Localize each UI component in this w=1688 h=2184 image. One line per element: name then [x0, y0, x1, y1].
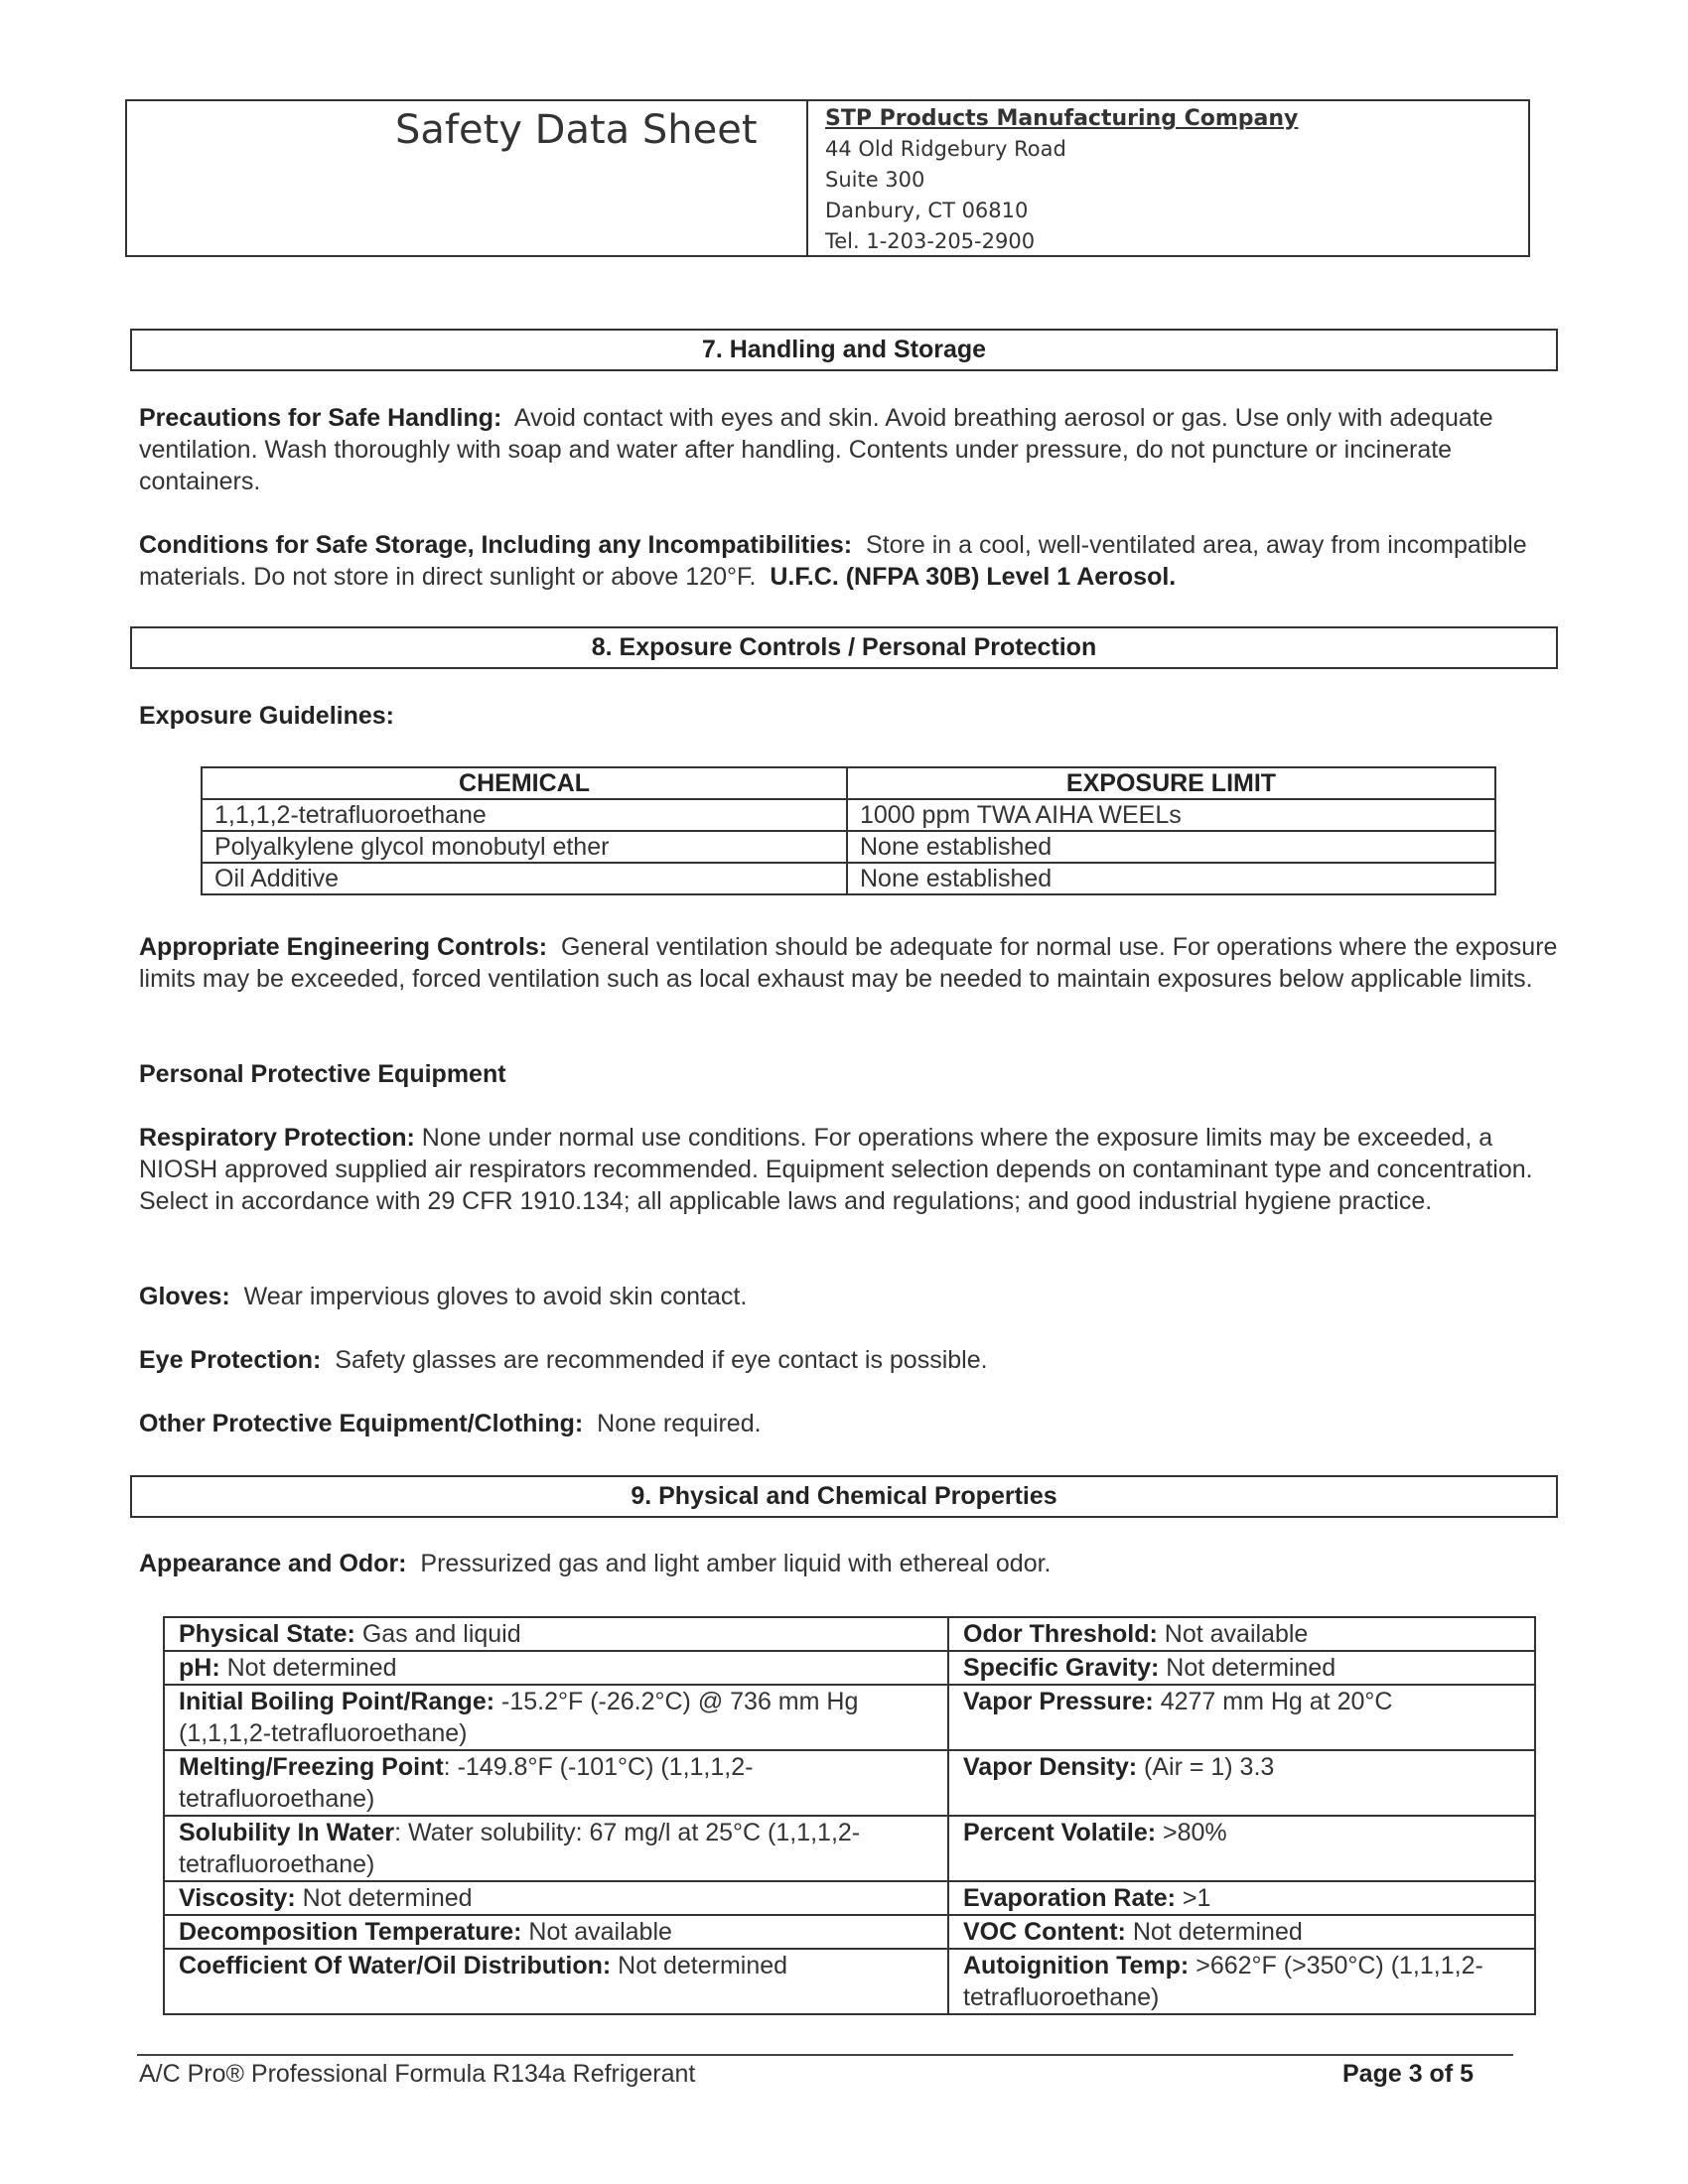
- footer-product-name: A/C Pro® Professional Formula R134a Refrigerant: [139, 2060, 696, 2088]
- property-cell: [948, 1617, 1535, 1651]
- table-row: [164, 1750, 1535, 1816]
- storage-classification: U.F.C. (NFPA 30B) Level 1 Aerosol.: [770, 563, 1177, 591]
- property-label: VOC Content:: [963, 1918, 1126, 1946]
- table-row: [164, 1881, 1535, 1915]
- table-row: [202, 831, 1495, 863]
- property-label: Percent Volatile:: [963, 1819, 1157, 1846]
- property-value: Not determined: [226, 1654, 397, 1682]
- other-protective-text: None required.: [597, 1410, 762, 1437]
- appearance-paragraph: [139, 1548, 1559, 1579]
- property-label: Solubility In Water: [179, 1819, 395, 1846]
- property-value: Gas and liquid: [361, 1620, 521, 1648]
- physical-properties-table: [163, 1616, 1536, 2015]
- chemical-cell: Polyalkylene glycol monobutyl ether: [202, 831, 847, 863]
- table-row: [164, 1685, 1535, 1750]
- safe-handling-label: Precautions for Safe Handling:: [139, 404, 502, 432]
- property-label: Evaporation Rate:: [963, 1884, 1176, 1912]
- property-value: 4277 mm Hg at 20°C: [1160, 1688, 1393, 1715]
- gloves-label: Gloves:: [139, 1283, 230, 1310]
- address-line-1: 44 Old Ridgebury Road: [825, 137, 1066, 161]
- property-value: : -149.8°F (-101°C) (1,1,1,2-tetrafluoroethane): [179, 1753, 754, 1813]
- property-value: Not determined: [1132, 1918, 1303, 1946]
- respiratory-protection-label: Respiratory Protection:: [139, 1124, 415, 1152]
- property-cell: [164, 1685, 948, 1750]
- address-city: Danbury, CT 06810: [825, 199, 1029, 222]
- table-row: [164, 1617, 1535, 1651]
- safe-storage-paragraph: [139, 529, 1559, 593]
- chemical-cell: 1,1,1,2-tetrafluoroethane: [202, 799, 847, 831]
- property-cell: [164, 1816, 948, 1881]
- appearance-label: Appearance and Odor:: [139, 1550, 407, 1577]
- property-cell: [164, 1651, 948, 1685]
- property-cell: [948, 1816, 1535, 1881]
- property-label: Odor Threshold:: [963, 1620, 1158, 1648]
- property-cell: [164, 1617, 948, 1651]
- exposure-limit-cell: None established: [847, 831, 1495, 863]
- ppe-heading: [139, 1058, 1559, 1090]
- exposure-limit-cell: 1000 ppm TWA AIHA WEELs: [847, 799, 1495, 831]
- engineering-controls-text: General ventilation should be adequate for normal use. For operations where the exposure limits may be exceeded, forced ventilation such as local exhaust may be needed to maintain exposures below applicable limits.: [139, 933, 1558, 993]
- table-row: [202, 863, 1495, 894]
- property-cell: [948, 1685, 1535, 1750]
- property-cell: [948, 1750, 1535, 1816]
- property-cell: [164, 1881, 948, 1915]
- property-label: Autoignition Temp:: [963, 1952, 1190, 1979]
- property-cell: [948, 1651, 1535, 1685]
- section-8-heading: 8. Exposure Controls / Personal Protection: [130, 626, 1558, 669]
- property-cell: [948, 1915, 1535, 1949]
- property-value: >1: [1182, 1884, 1211, 1912]
- company-address-block: [825, 103, 1298, 257]
- property-value: -15.2°F (-26.2°C) @ 736 mm Hg (1,1,1,2-tetrafluoroethane): [179, 1688, 859, 1747]
- property-cell: [164, 1915, 948, 1949]
- other-protective-label: Other Protective Equipment/Clothing:: [139, 1410, 584, 1437]
- appearance-text: Pressurized gas and light amber liquid with ethereal odor.: [420, 1550, 1052, 1577]
- engineering-controls-paragraph: [139, 931, 1559, 995]
- table-row: [164, 1816, 1535, 1881]
- property-value: Not available: [528, 1918, 672, 1946]
- exposure-guidelines-heading: [139, 700, 1559, 732]
- column-header-chemical: CHEMICAL: [202, 767, 847, 799]
- property-label: Vapor Density:: [963, 1753, 1138, 1781]
- property-label: Melting/Freezing Point: [179, 1753, 444, 1781]
- exposure-limit-cell: None established: [847, 863, 1495, 894]
- footer-page-number: Page 3 of 5: [1342, 2060, 1474, 2088]
- property-cell: [164, 1949, 948, 2014]
- property-value: Not available: [1164, 1620, 1309, 1648]
- property-label: Vapor Pressure:: [963, 1688, 1154, 1715]
- document-title: Safety Data Sheet: [395, 107, 758, 153]
- property-label: Specific Gravity:: [963, 1654, 1160, 1682]
- property-label: Physical State:: [179, 1620, 355, 1648]
- gloves-text: Wear impervious gloves to avoid skin contact.: [243, 1283, 748, 1310]
- eye-protection-label: Eye Protection:: [139, 1346, 322, 1374]
- respiratory-protection-text: None under normal use conditions. For operations where the exposure limits may be exceeded, a NIOSH approved supplied air respirators recommended. Equipment selection depends on contaminant type and concentration. Select in accordance with 29 CFR 1910.134; all applicable laws and regulations; and good industrial hygiene practice.: [139, 1124, 1533, 1215]
- column-header-exposure-limit: EXPOSURE LIMIT: [847, 767, 1495, 799]
- property-label: Coefficient Of Water/Oil Distribution:: [179, 1952, 612, 1979]
- other-protective-paragraph: [139, 1408, 1559, 1439]
- property-cell: [164, 1750, 948, 1816]
- eye-protection-text: Safety glasses are recommended if eye contact is possible.: [335, 1346, 988, 1374]
- table-row: [202, 799, 1495, 831]
- exposure-guidelines-label: Exposure Guidelines:: [139, 702, 395, 730]
- table-header-row: [202, 767, 1495, 799]
- property-label: pH:: [179, 1654, 220, 1682]
- property-label: Initial Boiling Point/Range:: [179, 1688, 495, 1715]
- table-row: [164, 1949, 1535, 2014]
- property-cell: [948, 1949, 1535, 2014]
- section-7-heading: 7. Handling and Storage: [130, 329, 1558, 371]
- ppe-label: Personal Protective Equipment: [139, 1060, 506, 1088]
- table-row: [164, 1915, 1535, 1949]
- property-value: Not determined: [1166, 1654, 1336, 1682]
- chemical-cell: Oil Additive: [202, 863, 847, 894]
- company-name: STP Products Manufacturing Company: [825, 106, 1299, 131]
- respiratory-protection-paragraph: [139, 1122, 1559, 1217]
- exposure-limits-table: [201, 766, 1496, 895]
- property-cell: [948, 1881, 1535, 1915]
- gloves-paragraph: [139, 1281, 1559, 1312]
- section-9-heading: 9. Physical and Chemical Properties: [130, 1475, 1558, 1518]
- safe-storage-label: Conditions for Safe Storage, Including any Incompatibilities:: [139, 531, 853, 559]
- property-value: (Air = 1) 3.3: [1144, 1753, 1275, 1781]
- safe-storage-text: Store in a cool, well-ventilated area, away from incompatible materials. Do not store in direct sunlight or above 120°F.: [139, 531, 1527, 591]
- company-phone: Tel. 1-203-205-2900: [825, 229, 1036, 253]
- property-value: Not determined: [302, 1884, 473, 1912]
- header-title-cell: [127, 101, 808, 255]
- property-value: : Water solubility: 67 mg/l at 25°C (1,1,1,2-tetrafluoroethane): [179, 1819, 861, 1878]
- footer-divider: [137, 2054, 1513, 2056]
- property-value: Not determined: [618, 1952, 788, 1979]
- document-header: [125, 99, 1530, 257]
- table-row: [164, 1651, 1535, 1685]
- safe-handling-paragraph: [139, 402, 1559, 497]
- property-value: >662°F (>350°C) (1,1,1,2-tetrafluoroethane): [963, 1952, 1483, 2011]
- property-label: Viscosity:: [179, 1884, 296, 1912]
- safe-handling-text: Avoid contact with eyes and skin. Avoid breathing aerosol or gas. Use only with adequate ventilation. Wash thoroughly with soap and water after handling. Contents under pressure, do not puncture or incinerate containers.: [139, 404, 1493, 495]
- address-line-2: Suite 300: [825, 168, 925, 192]
- property-value: >80%: [1163, 1819, 1227, 1846]
- property-label: Decomposition Temperature:: [179, 1918, 522, 1946]
- eye-protection-paragraph: [139, 1344, 1559, 1376]
- engineering-controls-label: Appropriate Engineering Controls:: [139, 933, 548, 961]
